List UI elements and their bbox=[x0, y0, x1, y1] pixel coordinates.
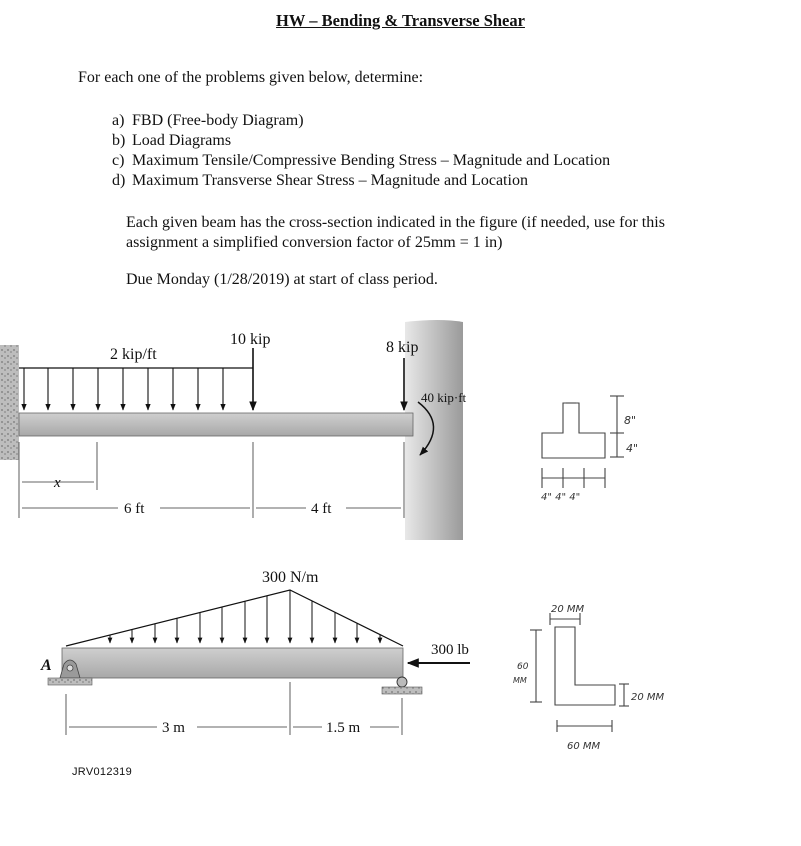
horizontal-load-label: 300 lb bbox=[431, 642, 469, 658]
x-dim-label: x bbox=[54, 475, 61, 491]
t-section-dim-top: 8" bbox=[624, 414, 637, 427]
task-letter: c) bbox=[112, 152, 125, 169]
task-letter: d) bbox=[112, 172, 126, 189]
point-load-label-2: 8 kip bbox=[386, 339, 419, 356]
roller-support bbox=[382, 677, 422, 694]
task-text: Load Diagrams bbox=[132, 132, 232, 149]
l-section-dim-top: 20 MM bbox=[551, 604, 585, 615]
beam-2 bbox=[62, 648, 403, 678]
l-section-dim-left-unit: MM bbox=[513, 676, 527, 685]
moment-label: 40 kip·ft bbox=[421, 390, 467, 405]
task-text: Maximum Tensile/Compressive Bending Stress – Magnitude and Location bbox=[132, 152, 611, 169]
task-text: Maximum Transverse Shear Stress – Magnitude and Location bbox=[132, 172, 528, 189]
task-text: FBD (Free-body Diagram) bbox=[132, 112, 304, 129]
page-title: HW – Bending & Transverse Shear bbox=[276, 11, 525, 30]
task-letter: b) bbox=[112, 132, 126, 149]
dim-label-6ft: 6 ft bbox=[124, 501, 145, 517]
t-section-dims-bottom: 4" 4" 4" bbox=[541, 492, 581, 503]
point-load-label-1: 10 kip bbox=[230, 331, 271, 348]
p2-dim-label-1-5m: 1.5 m bbox=[326, 720, 361, 736]
dim-label-4ft: 4 ft bbox=[311, 501, 332, 517]
p2-dim-label-3m: 3 m bbox=[162, 720, 185, 736]
l-section-dim-left-value: 60 bbox=[517, 662, 529, 672]
distributed-load-label: 2 kip/ft bbox=[110, 346, 157, 363]
l-section-dim-bottom: 60 MM bbox=[567, 741, 601, 752]
triangular-load-label: 300 N/m bbox=[262, 569, 319, 586]
instructions-intro: For each one of the problems given below, determine: bbox=[78, 69, 424, 86]
t-section-dim-side: 4" bbox=[626, 442, 639, 455]
document-code: JRV012319 bbox=[72, 766, 132, 778]
due-date: Due Monday (1/28/2019) at start of class period. bbox=[126, 271, 438, 288]
note-line: Each given beam has the cross-section indicated in the figure (if needed, use for this bbox=[126, 214, 665, 231]
triangular-load-arrows bbox=[110, 590, 380, 643]
note-line: assignment a simplified conversion factor of 25mm = 1 in) bbox=[126, 234, 503, 251]
l-cross-section-sketch bbox=[530, 613, 629, 732]
support-a-label: A bbox=[41, 657, 52, 674]
task-letter: a) bbox=[112, 112, 125, 129]
triangular-load-outline bbox=[66, 590, 403, 646]
l-section-dim-right: 20 MM bbox=[631, 692, 665, 703]
